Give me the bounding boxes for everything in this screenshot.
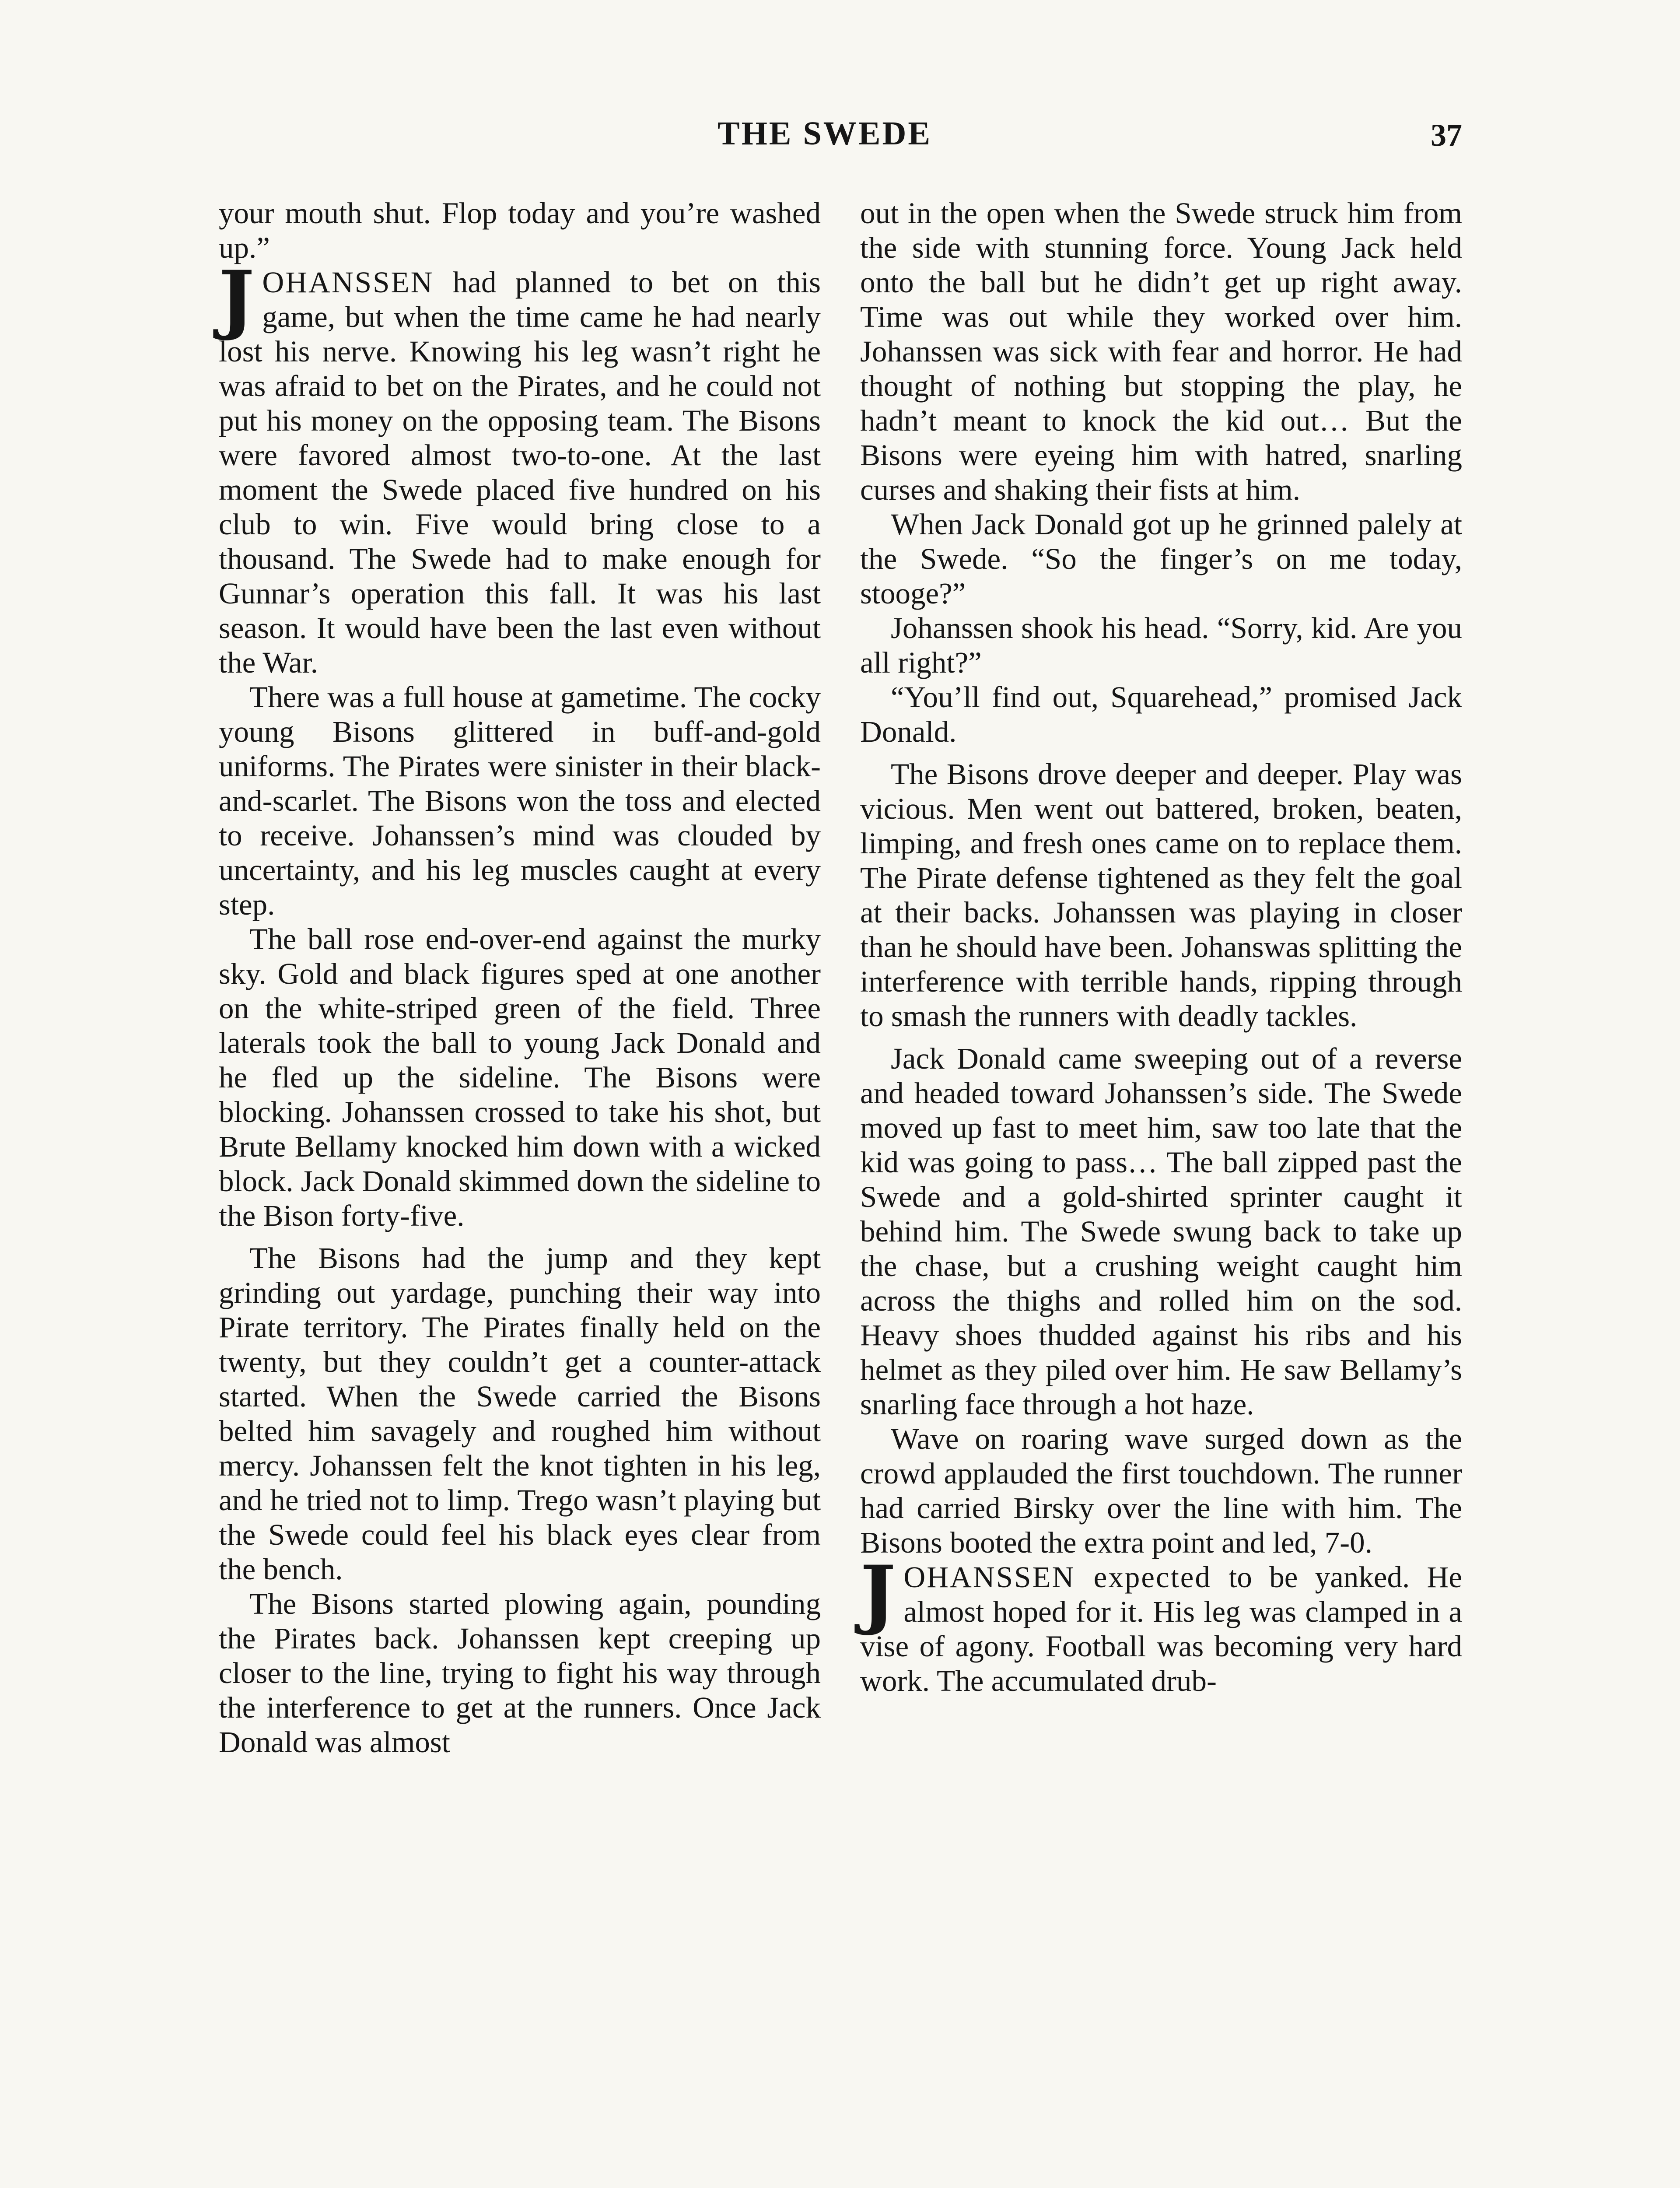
paragraph: out in the open when the Swede struck him from the side with stunning force. Young Jack held onto the ball but he didn’t get up right away. Time was out while they worked over him. Johanssen was sick with fear and horror. He had thought of nothing but stopping the play, he hadn’t meant to knock the kid out… But the Bisons were eyeing him with hatred, snarling curses and shaking their fists at him.: [860, 196, 1462, 506]
page-number: 37: [1431, 118, 1462, 153]
story-title: THE SWEDE: [718, 115, 932, 152]
section-opening-paragraph: [860, 1549, 1462, 1698]
paragraph: There was a full house at gametime. The cocky young Bisons glittered in buff-and-gold uniforms. The Pirates were sinister in their black-and-scarlet. The Bisons won the toss and elected to receive. Johanssen’s mind was clouded by uncertainty, and his leg muscles caught at every step.: [219, 680, 821, 921]
paragraph: The Bisons had the jump and they kept grinding out yardage, punching their way into Pirate territory. The Pirates finally held on the twenty, but they couldn’t get a counter-attack started. When the Swede carried the Bisons belted him savagely and roughed him without mercy. Johanssen felt the knot tighten in his leg, and he tried not to limp. Trego wasn’t playing but the Swede could feel his black eyes clear from the bench.: [219, 1241, 821, 1586]
lead-in-caps: OHANSSEN expected: [903, 1560, 1211, 1594]
right-column: [860, 196, 1462, 1698]
paragraph: Jack Donald came sweeping out of a reverse and headed toward Johanssen’s side. The Swede moved up fast to meet him, saw too late that the kid was going to pass… The ball zipped past the Swede and a gold-shirted sprinter caught it behind him. The Swede swung back to take up the chase, but a crushing weight caught him across the thighs and rolled him on the sod. Heavy shoes thudded against his ribs and his helmet as they piled over him. He saw Bellamy’s snarling face through a hot haze.: [860, 1042, 1462, 1421]
paragraph: “You’ll find out, Squarehead,” promised Jack Donald.: [860, 680, 1462, 748]
paragraph: The Bisons started plowing again, pounding the Pirates back. Johanssen kept creeping up closer to the line, trying to fight his way through the interference to get at the runners. Once Jack Donald was almost: [219, 1587, 821, 1759]
paragraph: The ball rose end-over-end against the murky sky. Gold and black figures sped at one another on the white-striped green of the field. Three laterals took the ball to young Jack Donald and he fled up the sideline. The Bisons were blocking. Johanssen crossed to take his shot, but Brute Bellamy knocked him down with a wicked block. Jack Donald skimmed down the sideline to the Bison forty-five.: [219, 922, 821, 1232]
paragraph: When Jack Donald got up he grinned palely at the Swede. “So the finger’s on me today, stooge?”: [860, 508, 1462, 610]
paragraph-text: had planned to bet on this game, but when the time came he had nearly lost his nerve. Knowing his leg wasn’t right he was afraid to bet on the Pirates, and he could not put his money on the opposing team. The Bisons were favored almost two-to-one. At the last moment the Swede placed five hundred on his club to win. Five would bring close to a thousand. The Swede had to make enough for Gunnar’s operation this fall. It was his last season. It would have been the last even without the War.: [219, 266, 821, 679]
paragraph: your mouth shut. Flop today and you’re washed up.”: [219, 196, 821, 264]
paragraph: Wave on roaring wave surged down as the crowd applauded the first touchdown. The runner had carried Birsky over the line with him. The Bisons booted the extra point and led, 7-0.: [860, 1422, 1462, 1559]
paragraph: The Bisons drove deeper and deeper. Play was vicious. Men went out battered, broken, beaten, limping, and fresh ones came on to replace them. The Pirate defense tightened as they felt the goal at their backs. Johanssen was playing in closer than he should have been. Johanswas splitting the interference with terrible hands, ripping through to smash the runners with deadly tackles.: [860, 757, 1462, 1033]
section-opening-paragraph: [219, 254, 821, 680]
paragraph: Johanssen shook his head. “Sorry, kid. Are you all right?”: [860, 611, 1462, 679]
lead-in-caps: OHANSSEN: [262, 266, 434, 299]
running-head: [0, 115, 1680, 154]
paragraph-text: to be yanked. He almost hoped for it. His leg was clamped in a vise of agony. Football was becoming very hard work. The accumulated drub-: [860, 1560, 1462, 1697]
drop-cap: J: [219, 254, 255, 343]
drop-cap: J: [860, 1549, 896, 1637]
left-column: [219, 196, 821, 1760]
